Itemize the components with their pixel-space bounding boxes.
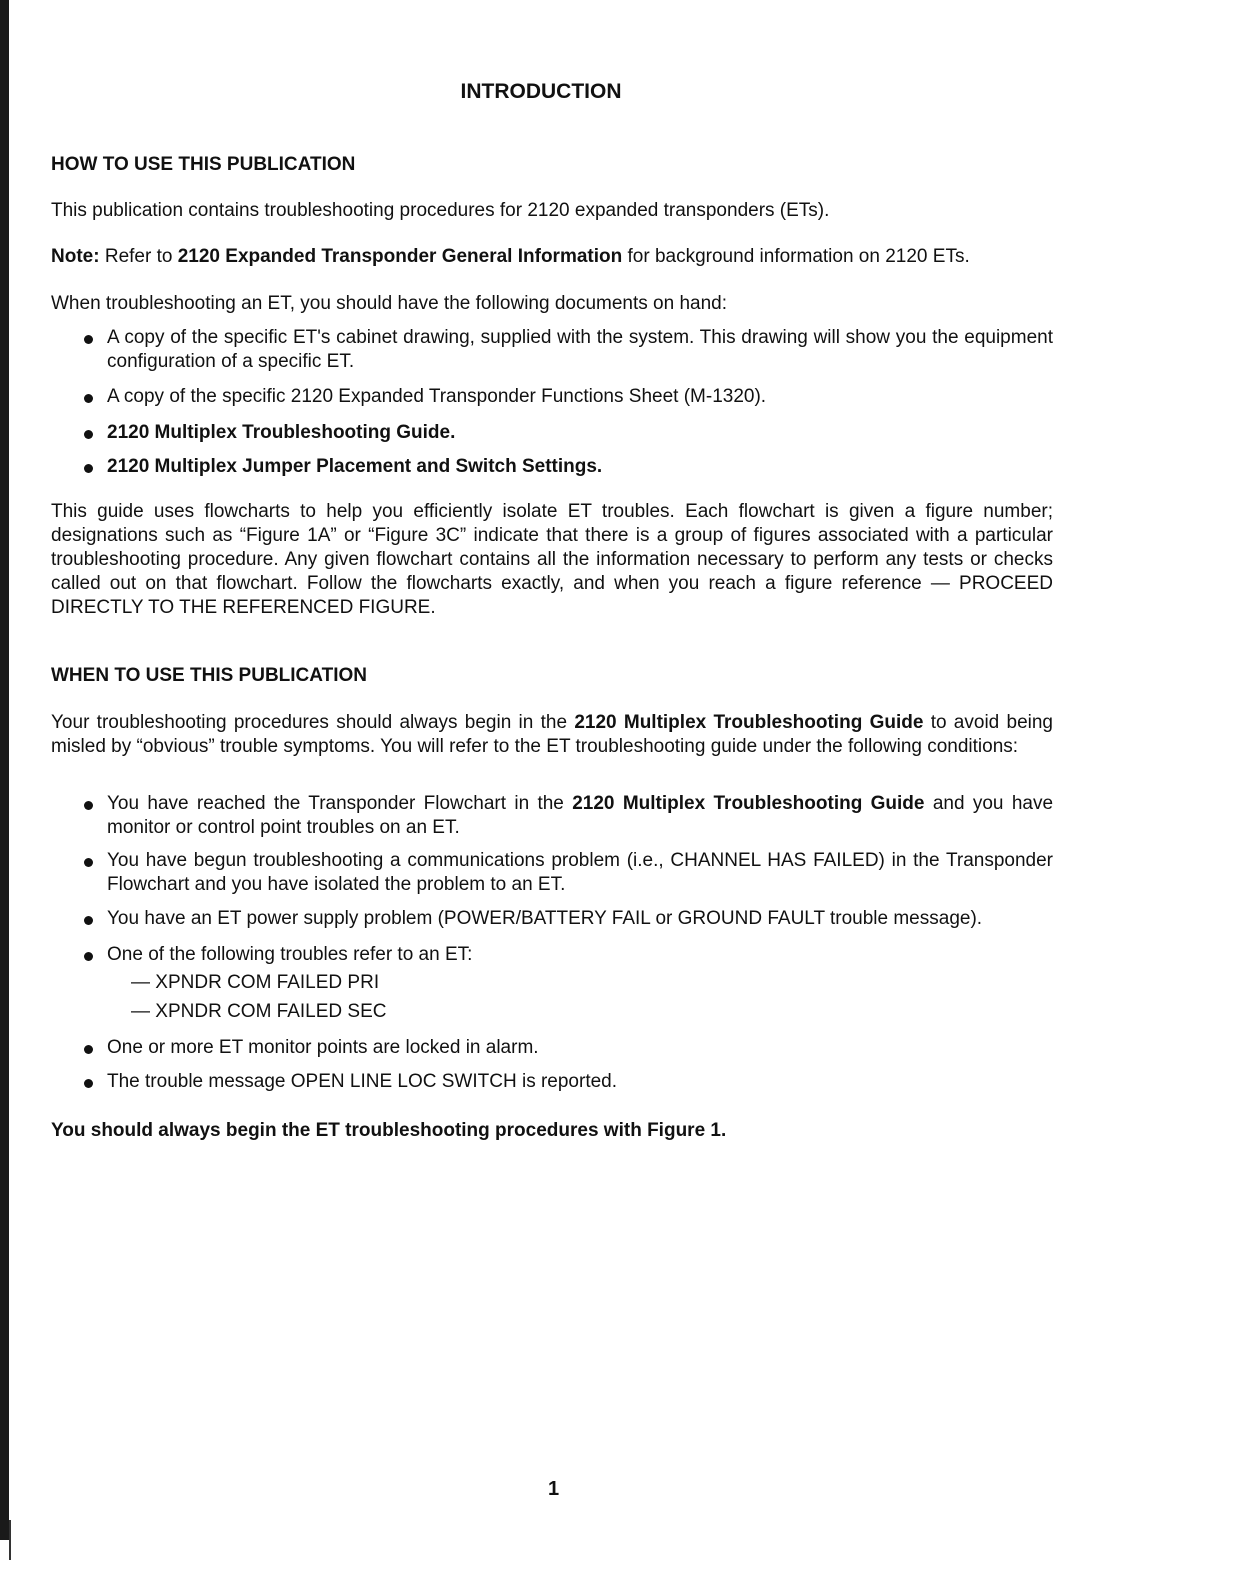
list-item: You have reached the Transponder Flowchart in the 2120 Multiplex Troubleshooting Guide and you have monitor or control point troubles on an ET.	[51, 792, 1053, 840]
guide-reference: 2120 Multiplex Troubleshooting Guide	[574, 712, 924, 733]
bullet-icon	[84, 916, 93, 925]
bullet-icon	[84, 858, 93, 867]
bullet-icon	[84, 464, 93, 473]
list-item: The trouble message OPEN LINE LOC SWITCH is reported.	[51, 1070, 1053, 1094]
documents-intro: When troubleshooting an ET, you should have the following documents on hand:	[51, 293, 728, 314]
bullet-icon	[84, 952, 93, 961]
documents-list	[51, 385, 1053, 409]
note-paragraph	[51, 245, 1053, 269]
list-item: A copy of the specific ET's cabinet drawing, supplied with the system. This drawing will show you the equipment configuration of a specific ET.	[51, 326, 1053, 374]
scan-edge-bar	[0, 0, 9, 1540]
section-heading-when-to-use: WHEN TO USE THIS PUBLICATION	[51, 665, 367, 686]
bullet-icon	[84, 1079, 93, 1088]
list-item: You have an ET power supply problem (POWER/BATTERY FAIL or GROUND FAULT trouble message).	[51, 907, 1053, 931]
note-reference: 2120 Expanded Transponder General Information	[177, 246, 623, 267]
list-item: One of the following troubles refer to an ET:	[51, 943, 1053, 967]
page-title: INTRODUCTION	[460, 80, 622, 103]
list-item: One or more ET monitor points are locked in alarm.	[51, 1036, 1053, 1060]
bullet-icon	[84, 801, 93, 810]
conditions-list	[51, 849, 1053, 897]
conditions-list	[51, 1070, 1053, 1094]
conditions-list	[51, 792, 1053, 840]
trouble-sub-item: — XPNDR COM FAILED PRI	[131, 972, 380, 993]
intro-paragraph: This publication contains troubleshooting procedures for 2120 expanded transponders (ETs).	[51, 200, 830, 221]
bullet-icon	[84, 430, 93, 439]
list-item: A copy of the specific 2120 Expanded Transponder Functions Sheet (M-1320).	[51, 385, 1053, 409]
documents-list	[51, 326, 1053, 374]
when-paragraph: Your troubleshooting procedures should always begin in the 2120 Multiplex Troubleshooting Guide to avoid being misled by “obvious” trouble symptoms. You will refer to the ET troubleshooting guide under the following conditions:	[51, 712, 1053, 757]
page-number: 1	[548, 1478, 560, 1500]
bullet-icon	[84, 1045, 93, 1054]
closing-statement: You should always begin the ET troubleshooting procedures with Figure 1.	[51, 1120, 727, 1141]
documents-list	[51, 455, 1053, 479]
conditions-list	[51, 943, 1053, 967]
note-label: Note:	[51, 246, 100, 267]
note-text-pre: Refer to	[104, 246, 173, 267]
list-item: 2120 Multiplex Troubleshooting Guide.	[51, 421, 1053, 445]
conditions-list	[51, 907, 1053, 931]
list-item: You have begun troubleshooting a communications problem (i.e., CHANNEL HAS FAILED) in the Transponder Flowchart and you have isolated the problem to an ET.	[51, 849, 1053, 897]
documents-list	[51, 421, 1053, 445]
conditions-list	[51, 1036, 1053, 1060]
section-heading-how-to-use: HOW TO USE THIS PUBLICATION	[51, 154, 356, 175]
bullet-icon	[84, 335, 93, 344]
list-item: 2120 Multiplex Jumper Placement and Switch Settings.	[51, 455, 1053, 479]
trouble-sub-item: — XPNDR COM FAILED SEC	[131, 1001, 387, 1022]
bullet-icon	[84, 394, 93, 403]
note-text-post: for background information on 2120 ETs.	[627, 246, 970, 267]
flowchart-paragraph: This guide uses flowcharts to help you efficiently isolate ET troubles. Each flowchart is given a figure number; designations such as “Figure 1A” or “Figure 3C” indicate that there is a group of figures associated with a particular troubleshooting procedure. Any given flowchart contains all the information necessary to perform any tests or checks called out on that flowchart. Follow the flowcharts exactly, and when you reach a figure reference — PROCEED DIRECTLY TO THE REFERENCED FIGURE.	[51, 501, 1053, 618]
scan-edge-mark	[9, 1520, 11, 1560]
